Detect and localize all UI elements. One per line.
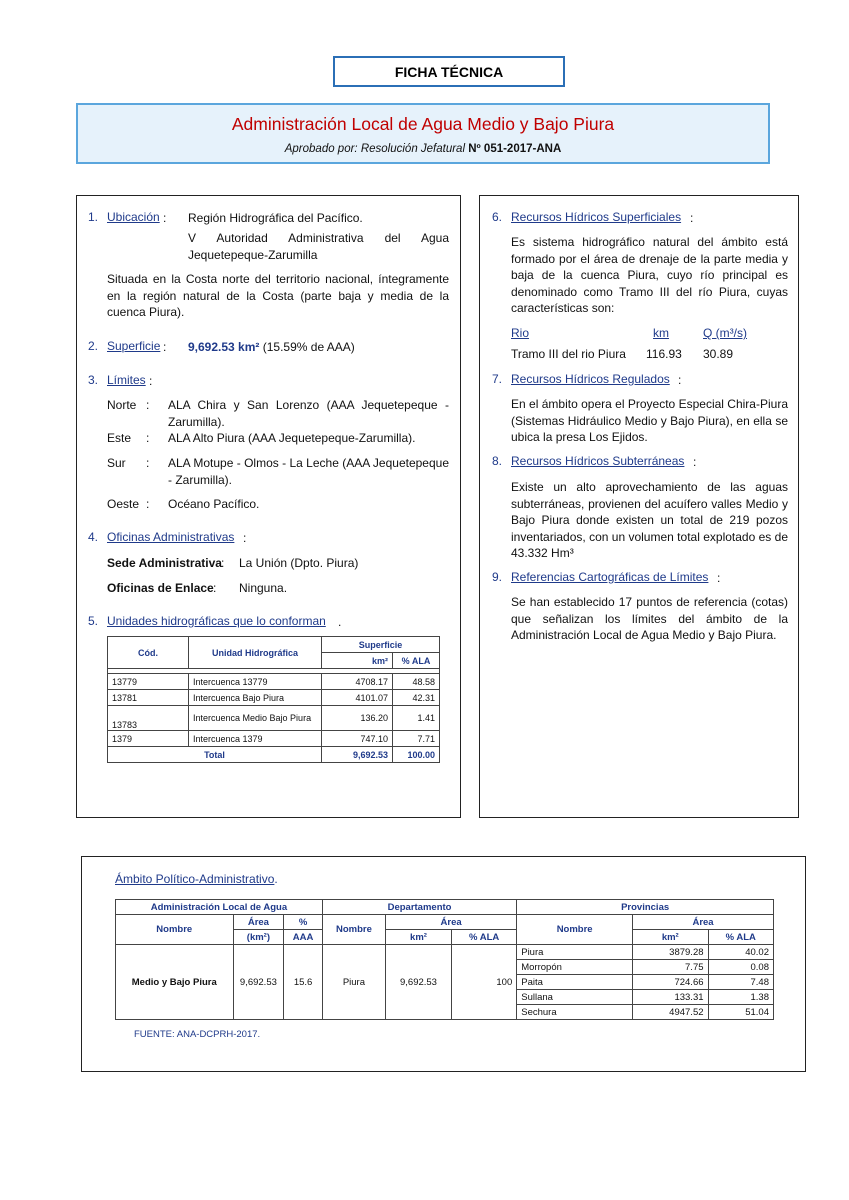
prov-name: Morropón xyxy=(517,960,633,975)
section-8-text: Existe un alto aprovechamiento de las aguas subterráneas, provienen del acuífero valles Medio y Bajo Piura donde existen un total de 219 pozos inventariados, con un volumen total explotado es de 43.332 Hm³ xyxy=(511,480,788,560)
prov-name: Piura xyxy=(517,945,633,960)
col-header-km: km² xyxy=(322,653,393,669)
table-row xyxy=(108,690,440,706)
section-9-number: 9. xyxy=(492,570,503,584)
header-prov-nombre: Nombre xyxy=(517,915,633,945)
rio-header: Rio xyxy=(511,326,530,340)
enlace-label: Oficinas de Enlace xyxy=(107,581,214,595)
table-row xyxy=(116,945,774,960)
enlace-value: Ninguna. xyxy=(239,581,288,595)
header-ala-km: (km²) xyxy=(233,930,284,945)
section-6-text: Es sistema hidrográfico natural del ámbito está formado por el área de drenaje de la parte media y baja de la cuenca Piura, cuyo río principal es denominado como Tramo III del río Piura, cuyas características son: xyxy=(511,235,788,315)
prov-pct: 1.38 xyxy=(708,990,773,1005)
cell-unidad: Intercuenca 1379 xyxy=(189,731,322,747)
prov-km: 7.75 xyxy=(633,960,708,975)
limit-text: ALA Chira y San Lorenzo (AAA Jequetepeque - Zarumilla). xyxy=(168,398,449,429)
source-note: FUENTE: ANA-DCPRH-2017. xyxy=(134,1029,261,1040)
total-pct: 100.00 xyxy=(393,747,440,763)
colon: : xyxy=(146,456,150,470)
total-row xyxy=(108,747,440,763)
prov-pct: 40.02 xyxy=(708,945,773,960)
section-9-text: Se han establecido 17 puntos de referencia (cotas) que señalizan los límites del ámbito de la Administración Local de Agua Medio y Bajo Piura. xyxy=(511,595,788,642)
section-6-heading: Recursos Hídricos Superficiales xyxy=(511,210,682,224)
prov-km: 724.66 xyxy=(633,975,708,990)
superficie-percent: (15.59% de AAA) xyxy=(262,340,355,354)
section-5-heading: Unidades hidrográficas que lo conforman xyxy=(107,614,326,628)
limit-text: Océano Pacífico. xyxy=(168,497,260,511)
ala-pct: 15.6 xyxy=(284,945,323,1020)
km-value: 116.93 xyxy=(646,347,682,361)
header-dep-pct: % ALA xyxy=(452,930,517,945)
rio-value: Tramo III del rio Piura xyxy=(511,347,626,361)
cell-unidad: Intercuenca Medio Bajo Piura xyxy=(189,706,322,731)
approval-line xyxy=(78,143,768,155)
header-prov-area: Área xyxy=(633,915,774,930)
header-ala: Administración Local de Agua xyxy=(116,900,323,915)
ambito-table xyxy=(115,899,774,1020)
section-4-heading: Oficinas Administrativas xyxy=(107,530,235,544)
approval-prefix: Aprobado por: Resolución Jefatural xyxy=(284,143,469,155)
header-prov-km: km² xyxy=(633,930,708,945)
document-title: Administración Local de Agua Medio y Bajo Piura xyxy=(231,114,615,134)
section-1-number: 1. xyxy=(88,210,99,224)
colon: : xyxy=(213,581,217,595)
header-dep-km: km² xyxy=(385,930,451,945)
limit-label: Norte xyxy=(107,398,137,412)
table-row xyxy=(108,731,440,747)
prov-km: 133.31 xyxy=(633,990,708,1005)
km-header: km xyxy=(653,326,669,340)
ala-area: 9,692.53 xyxy=(233,945,284,1020)
col-header-pct: % ALA xyxy=(393,653,440,669)
cell-km: 136.20 xyxy=(322,706,393,731)
colon: : xyxy=(693,455,697,469)
cell-pct: 42.31 xyxy=(393,690,440,706)
prov-pct: 7.48 xyxy=(708,975,773,990)
colon: : xyxy=(163,211,167,225)
ubicacion-description: Situada en la Costa norte del territorio nacional, íntegramente en la región natural de la Costa (parte baja y media de la cuenca Piura). xyxy=(107,272,449,319)
cell-pct: 1.41 xyxy=(393,706,440,731)
section-4-number: 4. xyxy=(88,530,99,544)
col-header-cod: Cód. xyxy=(108,637,189,669)
dep-name: Piura xyxy=(322,945,385,1020)
prov-name: Sechura xyxy=(517,1005,633,1020)
limit-label: Oeste xyxy=(107,497,140,511)
header-ala-pct: % xyxy=(284,915,323,930)
approval-resolution: Nº 051-2017-ANA xyxy=(468,143,562,155)
colon: : xyxy=(163,340,167,354)
colon: : xyxy=(221,556,225,570)
header-provincias: Provincias xyxy=(517,900,774,915)
cell-cod: 1379 xyxy=(108,731,189,747)
title-banner xyxy=(76,103,770,164)
header-dep-nombre: Nombre xyxy=(322,915,385,945)
dep-pct: 100 xyxy=(452,945,517,1020)
section-3-heading: Límites xyxy=(107,373,146,387)
section-6-number: 6. xyxy=(492,210,503,224)
colon: : xyxy=(690,211,694,225)
sede-value: La Unión (Dpto. Piura) xyxy=(239,556,359,570)
cell-km: 4708.17 xyxy=(322,674,393,690)
colon: : xyxy=(678,373,682,387)
cell-cod: 13781 xyxy=(108,690,189,706)
colon: : xyxy=(717,571,721,585)
header-dep-area: Área xyxy=(385,915,516,930)
cell-cod: 13779 xyxy=(108,674,189,690)
section-8-heading: Recursos Hídricos Subterráneas xyxy=(511,454,685,468)
limit-text: ALA Alto Piura (AAA Jequetepeque-Zarumilla). xyxy=(168,431,416,445)
period: . xyxy=(338,615,342,629)
cell-pct: 48.58 xyxy=(393,674,440,690)
header-ala-nombre: Nombre xyxy=(116,915,234,945)
total-label: Total xyxy=(108,747,322,763)
superficie-value xyxy=(188,339,355,356)
section-3-number: 3. xyxy=(88,373,99,387)
colon: : xyxy=(146,431,150,445)
prov-pct: 51.04 xyxy=(708,1005,773,1020)
ambito-title-text: Ámbito Político-Administrativo xyxy=(115,872,275,886)
prov-pct: 0.08 xyxy=(708,960,773,975)
colon: : xyxy=(146,497,150,511)
cell-unidad: Intercuenca Bajo Piura xyxy=(189,690,322,706)
table-row xyxy=(108,674,440,690)
cell-cod: 13783 xyxy=(108,706,189,731)
section-1-heading: Ubicación xyxy=(107,210,160,224)
section-7-number: 7. xyxy=(492,372,503,386)
ambito-title: Ámbito Político-Administrativo. xyxy=(115,872,278,886)
section-7-text: En el ámbito opera el Proyecto Especial Chira-Piura (Sistemas Hidráulico Medio y Bajo Piura), en ella se ubica la presa Los Ejidos. xyxy=(511,397,788,444)
ubicacion-region: Región Hidrográfica del Pacífico. xyxy=(188,211,363,225)
limit-text: ALA Motupe - Olmos - La Leche (AAA Jequetepeque - Zarumilla). xyxy=(168,456,449,487)
limit-label: Sur xyxy=(107,456,126,470)
cell-km: 4101.07 xyxy=(322,690,393,706)
colon: : xyxy=(146,398,150,412)
cell-km: 747.10 xyxy=(322,731,393,747)
header-ala-aaa: AAA xyxy=(284,930,323,945)
superficie-km: 9,692.53 km² xyxy=(188,340,260,354)
col-header-superficie: Superficie xyxy=(322,637,440,653)
section-2-heading: Superficie xyxy=(107,339,161,353)
total-km: 9,692.53 xyxy=(322,747,393,763)
section-7-heading: Recursos Hídricos Regulados xyxy=(511,372,670,386)
limit-label: Este xyxy=(107,431,132,445)
prov-name: Sullana xyxy=(517,990,633,1005)
colon: : xyxy=(149,374,153,388)
prov-km: 4947.52 xyxy=(633,1005,708,1020)
hydro-units-table xyxy=(107,636,440,763)
section-8-number: 8. xyxy=(492,454,503,468)
prov-name: Paita xyxy=(517,975,633,990)
ala-name: Medio y Bajo Piura xyxy=(116,945,234,1020)
prov-km: 3879.28 xyxy=(633,945,708,960)
colon: : xyxy=(243,531,247,545)
col-header-unidad: Unidad Hidrográfica xyxy=(189,637,322,669)
ficha-title: FICHA TÉCNICA xyxy=(333,56,565,87)
dep-km: 9,692.53 xyxy=(385,945,451,1020)
section-2-number: 2. xyxy=(88,339,99,353)
cell-unidad: Intercuenca 13779 xyxy=(189,674,322,690)
sede-label: Sede Administrativa xyxy=(107,556,222,570)
section-5-number: 5. xyxy=(88,614,99,628)
ubicacion-autoridad: V Autoridad Administrativa del Agua Jequetepeque-Zarumilla xyxy=(188,231,449,262)
cell-pct: 7.71 xyxy=(393,731,440,747)
table-row xyxy=(108,706,440,731)
header-departamento: Departamento xyxy=(322,900,516,915)
q-header: Q (m³/s) xyxy=(703,326,747,340)
header-ala-area: Área xyxy=(233,915,284,930)
q-value: 30.89 xyxy=(703,347,734,361)
section-9-heading: Referencias Cartográficas de Límites xyxy=(511,570,709,584)
header-prov-pct: % ALA xyxy=(708,930,773,945)
